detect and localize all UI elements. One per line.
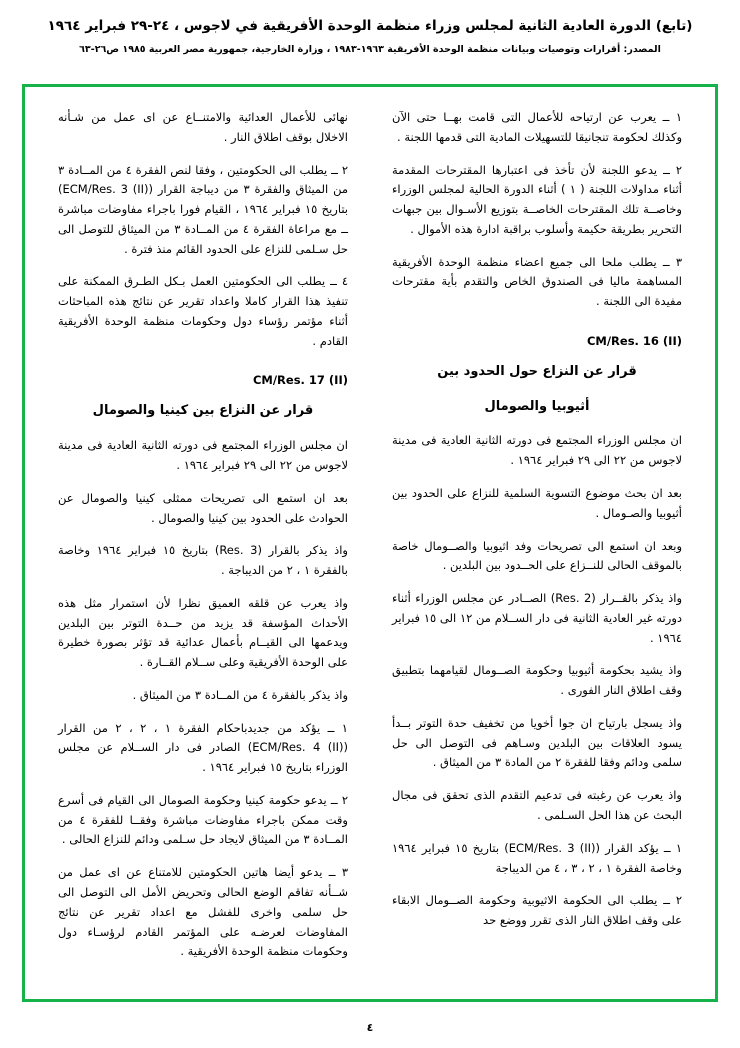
paragraph: ٣ ــ يطلب ملحا الى جميع اعضاء منظمة الوحدة الأفريقية المساهمة ماليا فى الصندوق الخاص والتقدم بأية مقترحات مفيدة الى اللجنة . [392, 254, 682, 309]
page-header [0, 0, 740, 58]
paragraph: بعد ان بحث موضوع التسوية السلمية للنزاع على الحدود بين أثيوبيا والصـومال . [392, 486, 682, 520]
paragraph: ٢ ــ يطلب الى الحكومتين ، وفقا لنص الفقرة ٤ من المــادة ٣ من الميثاق والفقرة ٣ من ديباجة القرار (ECM/Res. 3 (II)) بتاريخ ١٥ فبراير ١٩٦٤ ، القيام فورا باجراء مفاوضات مباشرة ــ مع مراعاة الفقرة ٤ من المــادة ٣ من الميثاق للتوصل الى حل سـلمى للنزاع على الحدود القائم منذ فترة . [58, 162, 348, 256]
paragraph: نهائى للأعمال العدائية والامتنــاع عن اى عمل من شـأنه الاخلال بوقف اطلاق النار . [58, 110, 348, 144]
column-left [36, 96, 370, 992]
paragraph: ١ ــ يؤكد القرار (ECM/Res. 3 (II)) بتاريخ ١٥ فبراير ١٩٦٤ وخاصة الفقرة ١ ، ٢ ، ٣ ، ٤ من الديباجة [392, 840, 682, 875]
paragraph: واذ يذكر بالقرار (Res. 3) بتاريخ ١٥ فبراير ١٩٦٤ وخاصة بالفقرة ١ ، ٢ من الديباجة . [58, 543, 348, 578]
page-number: ٤ [366, 1021, 374, 1034]
paragraph: ٢ ــ يدعو اللجنة لأن تأخذ فى اعتبارها المقترحات المقدمة أثناء مداولات اللجنة ( ١ ) أثناء الدورة الحالية لمجلس الوزراء وخاصــة تلك المقترحات الخاصــة بتوزيع الأسـوال بين جبهات التحرير بطريقة حكيمة وأسلوب براقبة ادارة هذه الأموال . [392, 162, 682, 236]
paragraph: بعد ان استمع الى تصريحات ممثلى كينيا والصومال عن الحوادث على الحدود بين كينيا والصومال . [58, 490, 348, 525]
paragraph: ٣ ــ يدعو أيضا هاتين الحكومتين للامتناع عن اى عمل من شــأنه تفاقم الوضع الحالى وتحريض الأمل الى التوصل الى حل سلمى واخرى للفشل مع اعداد تقرير عن نتائج المفاوضات لعرضـه على المؤتمر القادم لرؤسـاء دول وحكومات منظمة الوحدة الأفريقية . [58, 865, 348, 959]
two-column-body [36, 96, 704, 992]
page-title: (تابع) الدورة العادية الثانية لمجلس وزراء منظمة الوحدة الأفريقية في لاجوس ، ٢٤-٢٩ فبراير ١٩٦٤ [47, 18, 693, 34]
paragraph: واذ يسجل بارتياح ان جوا أخويا من تخفيف حدة التوتر بــدأ يسود العلاقات بين البلدين وسـاهم فى التوصل الى حل سلمى ودائم وفقا للفقرة ٢ من المادة ٣ من الميثاق . [392, 715, 682, 770]
paragraph: وبعد ان استمع الى تصريحات وفد اثيوبيا والصــومال خاصة بالموقف الحالى للنــزاع على الحــدود بين البلدين . [392, 538, 682, 573]
paragraph: ٢ ــ يدعو حكومة كينيا وحكومة الصومال الى القيام فى أسرع وقت ممكن باجراء مفاوضات مباشرة وفقــا للفقرة ٤ من المــادة ٣ من الميثاق لايجاد حل سـلمى ودائم للنزاع الحالى . [58, 792, 348, 847]
resolution-title-line-1: قرار عن النزاع حول الحدود بين [437, 363, 637, 379]
paragraph: واذ يذكر بالقــرار (Res. 2) الصــادر عن مجلس الوزراء أثناء دورته غير العادية الثانية فى دار الســلام من ١٢ الى ١٥ فبراير ١٩٦٤ . [392, 591, 682, 645]
paragraph: ٤ ــ يطلب الى الحكومتين العمل بـكل الطـرق الممكنة على تنفيذ هذا القرار كاملا واعداد تقرير عن نتائج هذه المباحثات أثناء مؤتمر رؤساء دول وحكومات منظمة الوحدة الأفريقية القادم . [58, 274, 348, 348]
paragraph: ١ ــ يؤكد من جديدباحكام الفقرة ١ ، ٢ ، ٢ من القرار (ECM/Res. 4 (II)) الصادر فى دار الســلام عن مجلس الوزراء بتاريخ ١٥ فبراير ١٩٦٤ . [58, 720, 348, 775]
paragraph: ان مجلس الوزراء المجتمع فى دورته الثانية العادية فى مدينة لاجوس من ٢٢ الى ٢٩ فبراير ١٩٦٤ . [392, 433, 682, 468]
paragraph: واذ يعرب عن قلقه العميق نظرا لأن استمرار مثل هذه الأحداث المؤسفة قد يزيد من حــدة التوتر بين البلدين ويدعمها الى القيــام بأعمال عدائية قد تؤثر بصورة خطيرة على الوحدة الأفريقية وعلى ســلام القــارة . [58, 595, 348, 670]
paragraph: واذ يعرب عن رغبته فى تدعيم التقدم الذى تحقق فى مجال البحث عن هذا الحل السـلمى . [392, 788, 682, 822]
resolution-title-line-1: قرار عن النزاع بين كينيا والصومال [92, 403, 314, 419]
source-line: المصدر: أقرارات وتوصيات وبيانات منظمة الوحدة الأفريقية ١٩٦٣-١٩٨٣ ، وزارة الخارجية، جمهورية مصر العربية ١٩٨٥ ص٢٦-٦٣ [79, 44, 661, 56]
paragraph: ١ ــ يعرب عن ارتياحه للأعمال التى قامت بهــا حتى الآن وكذلك لحكومة تنجانيقا للتسهيلات المادية التى قدمها اللجنة . [392, 110, 682, 144]
resolution-title-line-2: أثيوبيا والصومال [484, 398, 590, 414]
paragraph: واذ يشيد بحكومة أثيوبيا وحكومة الصــومال لقيامهما بتطبيق وقف اطلاق النار الفورى . [392, 663, 682, 698]
resolution-code: CM/Res. 16 (II) [586, 333, 682, 348]
column-right [370, 96, 704, 992]
paragraph: ان مجلس الوزراء المجتمع فى دورته الثانية العادية فى مدينة لاجوس من ٢٢ الى ٢٩ فبراير ١٩٦٤ . [58, 438, 348, 472]
resolution-code: CM/Res. 17 (II) [252, 373, 348, 388]
paragraph: ٢ ــ يطلب الى الحكومة الاثيوبية وحكومة الصــومال الابقاء على وقف اطلاق النار الذى تقرر ووضع حد [392, 893, 682, 928]
paragraph: واذ يذكر بالفقرة ٤ من المــادة ٣ من الميثاق . [132, 687, 348, 702]
